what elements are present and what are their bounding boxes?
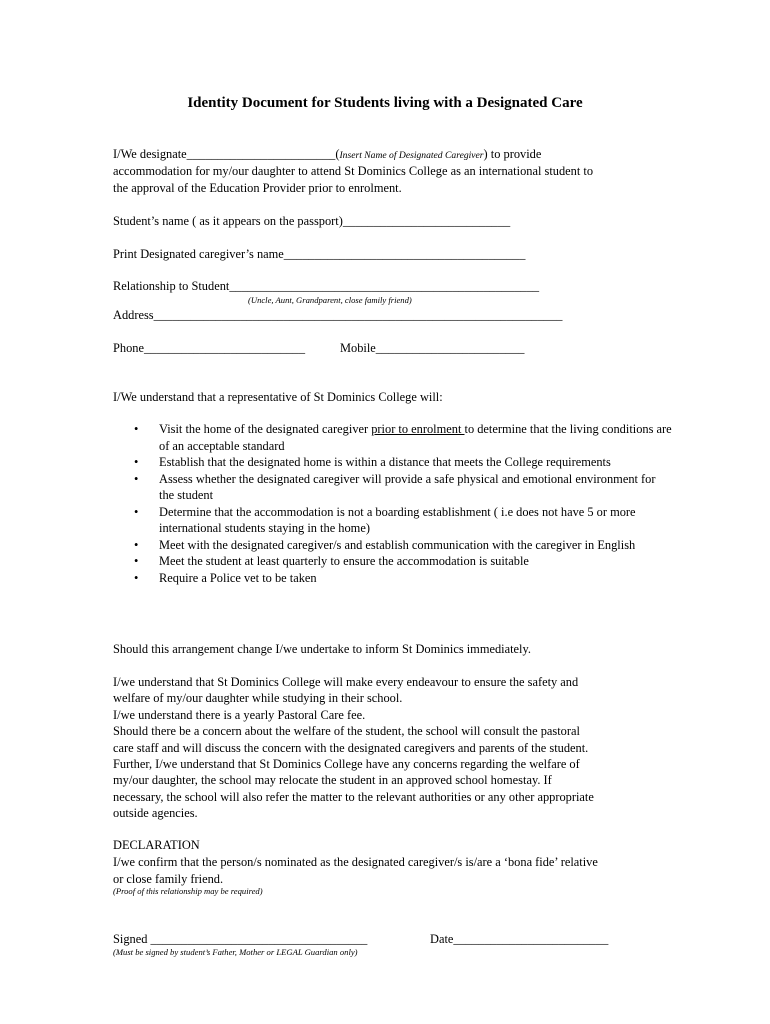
terms-line: outside agencies. <box>113 806 198 821</box>
mobile-field[interactable]: Mobile________________________ <box>340 341 525 355</box>
relationship-field[interactable]: Relationship to Student__________________________________________________ <box>113 279 540 293</box>
declaration-line-2: or close family friend. <box>113 872 224 886</box>
list-item: • Meet the student at least quarterly to ensure the accommodation is suitable <box>113 553 673 570</box>
terms-line: necessary, the school will also refer the matter to the relevant authorities or any other appropriate <box>113 789 594 804</box>
declaration-heading: DECLARATION <box>113 838 200 852</box>
declaration-line-1: I/we confirm that the person/s nominated as the designated caregiver/s is/are a ‘bona fide’ relative <box>113 855 598 869</box>
terms-line: Further, I/we understand that St Dominics College have any concerns regarding the welfare of <box>113 757 580 771</box>
responsibilities-list <box>113 421 673 586</box>
relationship-hint: (Uncle, Aunt, Grandparent, close family friend) <box>248 295 412 305</box>
phone-field[interactable]: Phone__________________________ <box>113 341 306 355</box>
terms-line: I/we understand there is a yearly Pastoral Care fee. <box>113 707 366 722</box>
list-item: • Require a Police vet to be taken <box>113 570 673 587</box>
terms-line: Should there be a concern about the welfare of the student, the school will consult the pastoral <box>113 724 580 739</box>
insert-name-note: Insert Name of Designated Caregiver <box>339 150 484 161</box>
signed-field[interactable]: Signed ___________________________________ <box>113 932 368 946</box>
change-notice: Should this arrangement change I/we undertake to inform St Dominics immediately. <box>113 642 531 656</box>
proof-note: (Proof of this relationship may be required) <box>113 886 263 896</box>
signature-note: (Must be signed by student’s Father, Mother or LEGAL Guardian only) <box>113 947 358 957</box>
intro-line-3: the approval of the Education Provider prior to enrolment. <box>113 181 402 195</box>
terms-line: I/we understand that St Dominics College will make every endeavour to ensure the safety and <box>113 675 579 689</box>
address-field[interactable]: Address__________________________________________________________________ <box>113 308 563 322</box>
intro-line-2: accommodation for my/our daughter to attend St Dominics College as an international student to <box>113 164 594 178</box>
list-item: • Establish that the designated home is within a distance that meets the College requirements <box>113 454 673 471</box>
document-title: Identity Document for Students living with a Designated Care <box>187 95 583 111</box>
terms-line: my/our daughter, the school may relocate the student in an approved school homestay. If <box>113 773 552 788</box>
terms-line: care staff and will discuss the concern with the designated caregivers and parents of the student. <box>113 740 589 755</box>
intro-line-1 <box>113 146 541 165</box>
terms-line: welfare of my/our daughter while studying in their school. <box>113 691 403 706</box>
intro-line-1-tail: ) to provide <box>483 147 542 161</box>
list-item: • Visit the home of the designated caregiver prior to enrolment to determine that the living conditions are of an acceptable standard <box>113 421 673 454</box>
date-field[interactable]: Date_________________________ <box>430 932 609 946</box>
understand-heading: I/We understand that a representative of St Dominics College will: <box>113 390 443 404</box>
list-item: • Meet with the designated caregiver/s and establish communication with the caregiver in English <box>113 537 673 554</box>
designate-field[interactable]: I/We designate________________________( <box>113 147 340 161</box>
list-item: • Assess whether the designated caregiver will provide a safe physical and emotional environment for the student <box>113 471 673 504</box>
caregiver-name-field[interactable]: Print Designated caregiver’s name_______________________________________ <box>113 247 526 261</box>
list-item: • Determine that the accommodation is not a boarding establishment ( i.e does not have 5 or more international students staying in the home) <box>113 504 673 537</box>
student-name-field[interactable]: Student’s name ( as it appears on the passport)___________________________ <box>113 214 511 228</box>
